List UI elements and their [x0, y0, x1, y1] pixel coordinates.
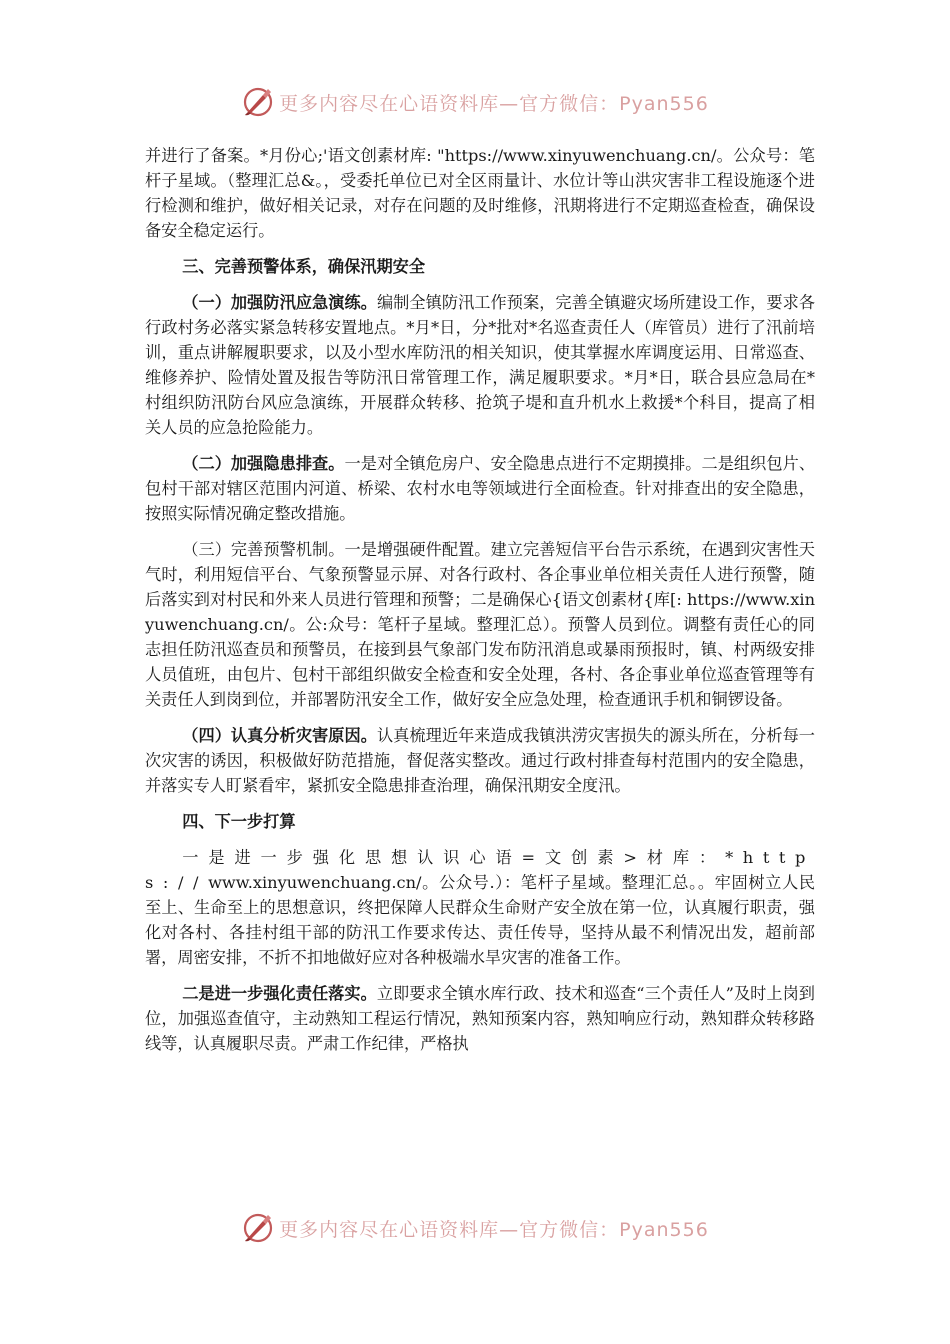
watermark-text: 更多内容尽在心语资料库—官方微信：Pyan556	[279, 92, 709, 115]
paragraph-disaster-analysis	[145, 723, 815, 798]
disaster-analysis-text: 认真梳理近年来造成我镇洪涝灾害损失的源头所在，分析每一次灾害的诱因，积极做好防范措施，督促落实整改。通过行政村排查每村范围内的安全隐患，并落实专人盯紧看牢，紧抓安全隐患排查治理，确保汛期安全度汛。	[145, 726, 815, 795]
awareness-text: www.xinyuwenchuang.cn/。公众号.）：笔杆子星域。整理汇总。。牢固树立人民至上、生命至上的思想意识，终把保障人民群众生命财产安全放在第一位，认真履行职责，强化对各村、各挂村组干部的防汛工作要求传达、责任传导，坚持从最不利情况出发，超前部署，周密安排，不折不扣地做好应对各种极端水旱灾害的准备工作。	[145, 873, 815, 967]
subheading-responsibility: 二是进一步强化责任落实。	[182, 984, 377, 1003]
emergency-drill-text: 编制全镇防汛工作预案，完善全镇避灾场所建设工作，要求各行政村务必落实紧急转移安置地点。*月*日，分*批对*名巡查责任人（库管员）进行了汛前培训，重点讲解履职要求，以及小型水库防汛的相关知识，使其掌握水库调度运用、日常巡查、维修养护、险情处置及报告等防汛日常管理工作，满足履职要求。*月*日，联合县应急局在*村组织防汛防台风应急演练，开展群众转移、抢筑子堤和直升机水上救援*个科目，提高了相关人员的应急抢险能力。	[145, 293, 815, 437]
section-heading-warning-system: 三、完善预警体系，确保汛期安全	[182, 257, 426, 276]
watermark-text: 更多内容尽在心语资料库—官方微信：Pyan556	[279, 1218, 709, 1241]
footer-watermark-banner	[0, 1208, 950, 1248]
subheading-emergency-drill: （一）加强防汛应急演练。	[182, 293, 377, 312]
header-watermark-banner	[0, 82, 950, 122]
paragraph-responsibility	[145, 981, 815, 1056]
paragraph-warning-mechanism: （三）完善预警机制。一是增强硬件配置。建立完善短信平台告示系统，在遇到灾害性天气时，利用短信平台、气象预警显示屏、对各行政村、各企事业单位相关责任人进行预警，随后落实到对村民和外来人员进行管理和预警；二是确保心{语文创素材{库[: https://www.xinyuwenchuang.cn/。公:众号：笔杆子星域。整理汇总）。预警人员到位。调整有责任心的同志担任防汛巡查员和预警员，在接到县气象部门发布防汛消息或暴雨预报时，镇、村两级安排人员值班，由包片、包村干部组织做安全检查和安全处理，各村、各企事业单位巡查管理等有关责任人到岗到位，并部署防汛安全工作，做好安全应急处理，检查通讯手机和铜锣设备。	[145, 540, 815, 709]
section-heading-next-steps: 四、下一步打算	[182, 812, 296, 831]
hazard-inspection-text: 一是对全镇危房户、安全隐患点进行不定期摸排。二是组织包片、包村干部对辖区范围内河道、桥梁、农村水电等领域进行全面检查。针对排查出的安全隐患，按照实际情况确定整改措施。	[145, 454, 816, 523]
brush-logo-icon	[241, 85, 275, 119]
paragraph-equipment-maintenance: 并进行了备案。*月份心;'语文创素材库: "https://www.xinyuwenchuang.cn/。公众号：笔杆子星域。（整理汇总&。，受委托单位已对全区雨量计、水位计等山洪灾害非工程设施逐个进行检测和维护，做好相关记录，对存在问题的及时维修，汛期将进行不定期巡查检查，确保设备安全稳定运行。	[145, 146, 815, 240]
paragraph-emergency-drill	[145, 290, 815, 440]
responsibility-text: 立即要求全镇水库行政、技术和巡查“三个责任人”及时上岗到位，加强巡查值守，主动熟知工程运行情况，熟知预案内容，熟知响应行动，熟知群众转移路线等，认真履职尽责。严肃工作纪律，严格执	[145, 984, 815, 1053]
brush-logo-icon	[241, 1211, 275, 1245]
document-body	[145, 143, 815, 1067]
subheading-disaster-analysis: （四）认真分析灾害原因。	[182, 726, 377, 745]
awareness-lead-text: 一是进一步强化思想认识心语=文创素>材库：*https://	[145, 848, 815, 892]
paragraph-awareness	[145, 845, 815, 970]
paragraph-hazard-inspection	[145, 451, 815, 526]
subheading-hazard-inspection: （二）加强隐患排查。	[182, 454, 345, 473]
